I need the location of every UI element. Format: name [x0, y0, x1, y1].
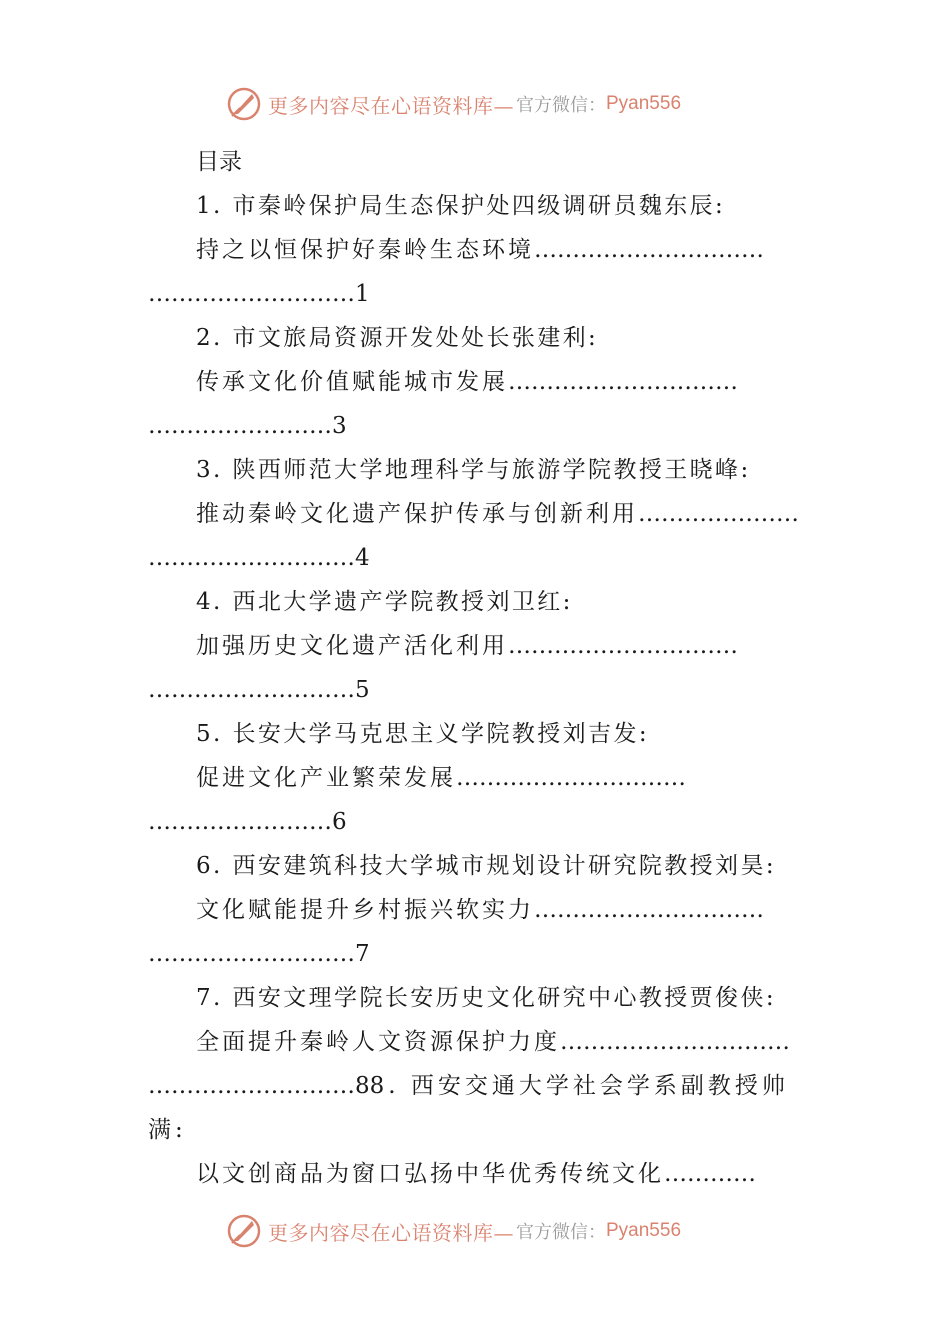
toc-entry-subtitle: 持之以恒保护好秦岭生态环境	[196, 237, 534, 263]
toc-leader-dots: ………………………	[148, 677, 355, 703]
watermark-text: 更多内容尽在心语资料库—	[268, 1220, 514, 1245]
toc-entry-heading: 4. 西北大学遗产学院教授刘卫红:	[196, 589, 573, 615]
toc-leader-dots: ………………………	[148, 281, 355, 307]
toc-entry-subtitle: 以文创商品为窗口弘扬中华优秀传统文化	[196, 1161, 664, 1187]
watermark-banner-bottom	[226, 1211, 746, 1251]
toc-entry-page-line	[148, 668, 804, 712]
toc-leader-dots: …………………………	[560, 1029, 790, 1055]
watermark-wechat-label: 官方微信：	[516, 1222, 606, 1243]
toc-leader-dots: …………………………	[456, 765, 686, 791]
toc-leader-dots: …………………………	[508, 633, 738, 659]
toc-entry-page-line	[148, 1064, 804, 1152]
toc-leader-dots: ………………………	[148, 1073, 355, 1099]
toc-entry-heading-inline: 8. 西安交通大学社会学系副教授帅满:	[148, 1073, 789, 1143]
toc-entry-subtitle: 文化赋能提升乡村振兴软实力	[196, 897, 534, 923]
toc-entry-subtitle-line	[148, 228, 804, 272]
toc-entry	[148, 976, 804, 1152]
toc-entry-heading: 5. 长安大学马克思主义学院教授刘吉发:	[196, 721, 650, 747]
watermark-banner-top	[226, 84, 746, 124]
toc-leader-dots: …………………………	[534, 237, 764, 263]
toc-entry-subtitle-line	[148, 1020, 804, 1064]
toc-entry-subtitle-line	[148, 1152, 804, 1196]
feather-pen-logo-icon	[226, 86, 262, 122]
toc-entry-page-line	[148, 536, 804, 580]
watermark-wechat-id: Pyan556	[606, 93, 682, 114]
toc-entry-subtitle-line	[148, 360, 804, 404]
toc-entry	[148, 580, 804, 712]
toc-entry-heading: 6. 西安建筑科技大学城市规划设计研究院教授刘昊:	[196, 853, 777, 879]
toc-entry-page-line	[148, 800, 804, 844]
toc-entry	[148, 844, 804, 976]
toc-page-number: 8	[355, 1073, 370, 1099]
toc-entry-subtitle: 加强历史文化遗产活化利用	[196, 633, 508, 659]
toc-entry	[148, 712, 804, 844]
toc-entry-heading: 2. 市文旅局资源开发处处长张建利:	[196, 325, 599, 351]
toc-leader-dots: ………………………	[148, 545, 355, 571]
toc-leader-dots: …………………………	[534, 897, 764, 923]
watermark-wechat-id: Pyan556	[606, 1220, 682, 1241]
toc-page-number: 4	[355, 545, 370, 571]
toc-entry-subtitle-line	[148, 888, 804, 932]
toc-entry-subtitle: 推动秦岭文化遗产保护传承与创新利用	[196, 501, 638, 527]
toc-entry-subtitle-line	[148, 492, 804, 536]
toc-page-number: 6	[332, 809, 347, 835]
toc-page-number: 3	[332, 413, 347, 439]
toc-leader-dots: …………………………	[508, 369, 738, 395]
toc-entry	[148, 448, 804, 580]
toc-entry-subtitle: 传承文化价值赋能城市发展	[196, 369, 508, 395]
toc-title: 目录	[196, 149, 242, 175]
toc-entry-subtitle-line	[148, 624, 804, 668]
watermark-text: 更多内容尽在心语资料库—	[268, 93, 514, 118]
toc-leader-dots: ………………………	[148, 941, 355, 967]
toc-leader-dots: ……………………	[148, 413, 332, 439]
toc-entry	[148, 1152, 804, 1196]
toc-entry-subtitle: 全面提升秦岭人文资源保护力度	[196, 1029, 560, 1055]
feather-pen-logo-icon	[226, 1213, 262, 1249]
toc-entry-page-line	[148, 932, 804, 976]
toc-entry-page-line	[148, 404, 804, 448]
watermark-wechat-label: 官方微信：	[516, 95, 606, 116]
toc-entry	[148, 184, 804, 316]
toc-entry-subtitle: 促进文化产业繁荣发展	[196, 765, 456, 791]
toc-entry	[148, 316, 804, 448]
toc-page-number: 7	[355, 941, 370, 967]
toc-entry-heading: 1. 市秦岭保护局生态保护处四级调研员魏东辰:	[196, 193, 726, 219]
toc-leader-dots: ……………………	[148, 809, 332, 835]
toc-leader-dots: …………………	[638, 501, 799, 527]
toc-entry-subtitle-line	[148, 756, 804, 800]
toc-page-number: 1	[355, 281, 370, 307]
toc-content	[148, 140, 804, 1196]
toc-leader-dots: …………	[664, 1161, 756, 1187]
toc-entry-heading: 3. 陕西师范大学地理科学与旅游学院教授王晓峰:	[196, 457, 751, 483]
toc-entry-page-line	[148, 272, 804, 316]
toc-page-number: 5	[355, 677, 370, 703]
toc-entry-heading: 7. 西安文理学院长安历史文化研究中心教授贾俊侠:	[196, 985, 777, 1011]
